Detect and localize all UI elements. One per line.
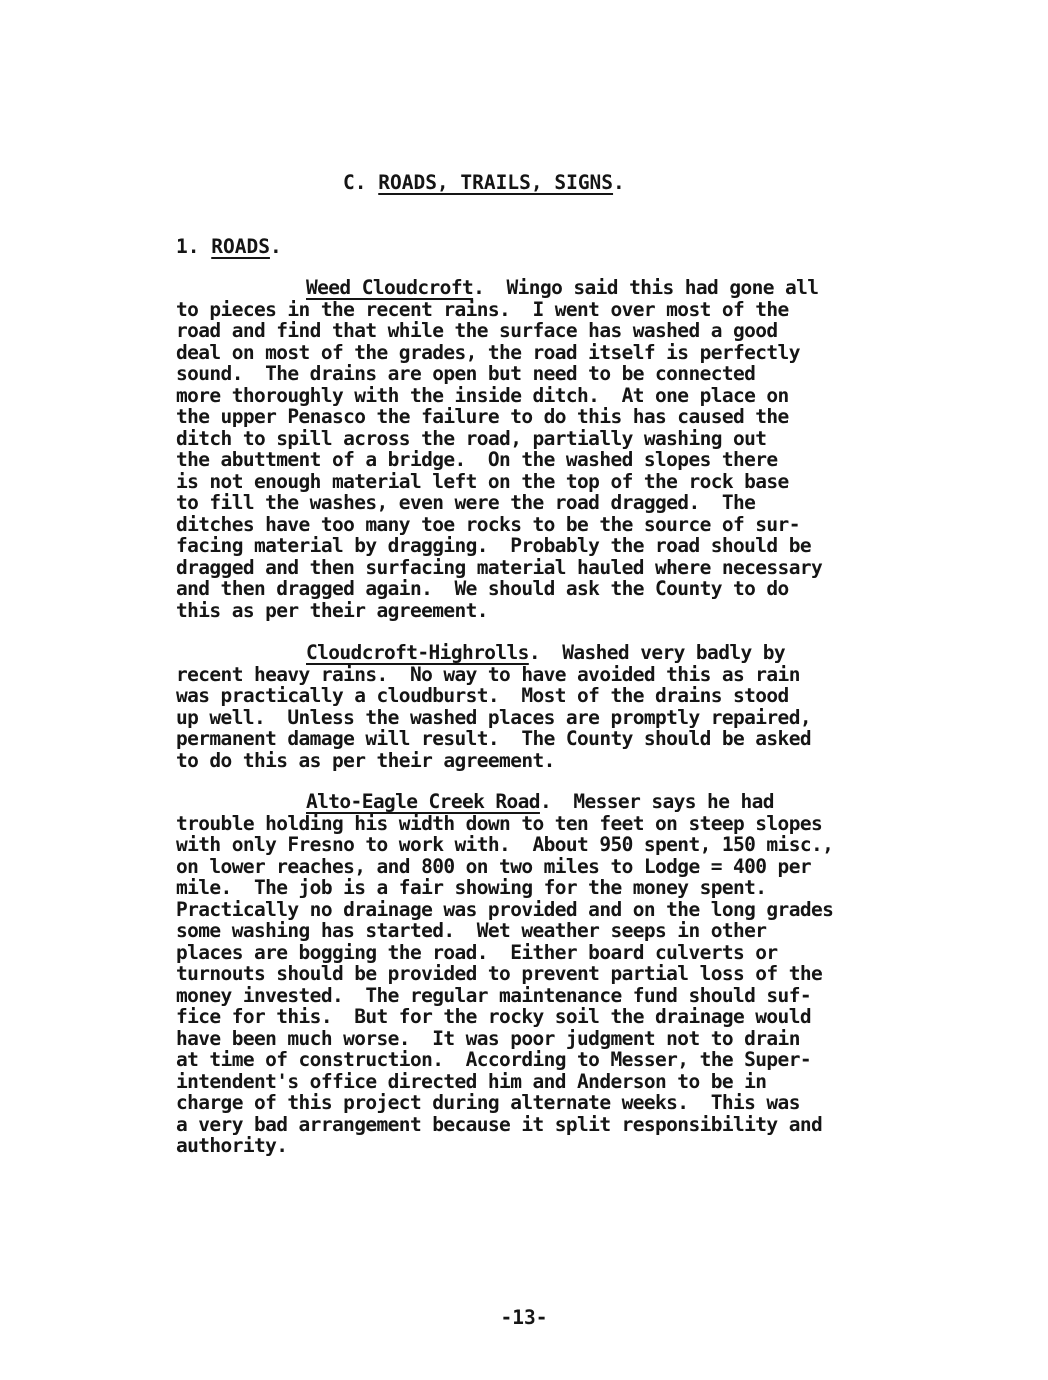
subsection-heading (176, 235, 282, 258)
paragraph-line: ditches have too many toe rocks to be the source of sur- (176, 512, 800, 536)
paragraph-line: the upper Penasco the failure to do this has caused the (176, 405, 789, 428)
paragraph-line: have been much worse. It was poor judgment not to drain (176, 1026, 800, 1050)
paragraph-first-line (176, 277, 822, 299)
paragraph-cloudcroft-highrolls (176, 642, 811, 771)
paragraph-line: turnouts should be provided to prevent partial loss of the (176, 962, 823, 985)
paragraph-line: dragged and then surfacing material hauled where necessary (176, 555, 823, 579)
paragraph-first-line (176, 642, 811, 664)
section-heading (343, 171, 625, 194)
paragraph-first-line-text: Washed very badly by (539, 641, 786, 664)
paragraph-line: places are bogging the road. Either board culverts or (176, 940, 778, 964)
paragraph-line: and then dragged again. We should ask the County to do (176, 577, 789, 600)
paragraph-line: on lower reaches, and 800 on two miles to Lodge = 400 per (176, 854, 811, 878)
paragraph-line: sound. The drains are open but need to be connected (176, 362, 756, 385)
paragraph-line: facing material by dragging. Probably the road should be (176, 534, 811, 557)
paragraph-line: permanent damage will result. The County should be asked (176, 727, 811, 750)
page-number: -13- (500, 1306, 548, 1329)
paragraph-line: charge of this project during alternate weeks. This was (176, 1091, 800, 1114)
paragraph-line: road and find that while the surface has washed a good (176, 319, 778, 342)
paragraph-title: Weed Cloudcroft (306, 276, 474, 299)
paragraph-line: up well. Unless the washed places are promptly repaired, (176, 705, 811, 729)
paragraph-line: deal on most of the grades, the road itself is perfectly (176, 340, 800, 364)
subsection-title: ROADS (211, 235, 270, 258)
paragraph-line: the abuttment of a bridge. On the washed slopes there (176, 448, 778, 471)
paragraph-weed-cloudcroft (176, 277, 822, 621)
paragraph-line: was practically a cloudburst. Most of the drains stood (176, 684, 789, 707)
paragraph-line: mile. The job is a fair showing for the money spent. (176, 876, 767, 899)
paragraph-line: trouble holding his width down to ten feet on steep slopes (176, 811, 823, 835)
paragraph-first-line (176, 791, 833, 813)
paragraph-line: with only Fresno to work with. About 950 spent, 150 misc., (176, 833, 834, 856)
paragraph-line: authority. (176, 1134, 288, 1157)
paragraph-line: fice for this. But for the rocky soil the drainage would (176, 1005, 811, 1028)
paragraph-first-line-text: Wingo said this had gone all (484, 276, 819, 299)
paragraph-line: Practically no drainage was provided and on the long grades (176, 897, 834, 921)
section-prefix: C. (343, 171, 367, 194)
paragraph-line: more thoroughly with the inside ditch. At one place on (176, 383, 789, 407)
paragraph-title: Cloudcroft-Highrolls (306, 641, 529, 664)
paragraph-line: some washing has started. Wet weather seeps in other (176, 919, 767, 942)
paragraph-line: recent heavy rains. No way to have avoided this as rain (176, 662, 800, 686)
paragraph-title-suffix: . (473, 276, 485, 299)
subsection-number: 1. (176, 235, 200, 258)
paragraph-line: at time of construction. According to Messer, the Super- (176, 1048, 811, 1071)
paragraph-line: to pieces in the recent rains. I went over most of the (176, 297, 789, 321)
paragraph-first-line-text: Messer says he had (551, 790, 774, 813)
paragraph-alto-eagle-creek-road (176, 791, 833, 1157)
paragraph-title: Alto-Eagle Creek Road (306, 790, 540, 813)
section-title-suffix: . (613, 171, 625, 194)
paragraph-title-suffix: . (528, 641, 540, 664)
paragraph-line: to fill the washes, even were the road dragged. The (176, 491, 756, 514)
subsection-title-suffix: . (269, 235, 282, 258)
paragraph-line: a very bad arrangement because it split responsibility and (176, 1112, 823, 1136)
paragraph-line: money invested. The regular maintenance fund should suf- (176, 983, 811, 1007)
paragraph-title-suffix: . (539, 790, 552, 813)
paragraph-line: ditch to spill across the road, partially washing out (176, 426, 767, 450)
paragraph-line: intendent's office directed him and Anderson to be in (176, 1069, 767, 1093)
section-title: ROADS, TRAILS, SIGNS (378, 171, 614, 194)
paragraph-line: to do this as per their agreement. (176, 748, 555, 772)
paragraph-line: this as per their agreement. (176, 598, 488, 622)
paragraph-line: is not enough material left on the top of the rock base (176, 469, 789, 493)
